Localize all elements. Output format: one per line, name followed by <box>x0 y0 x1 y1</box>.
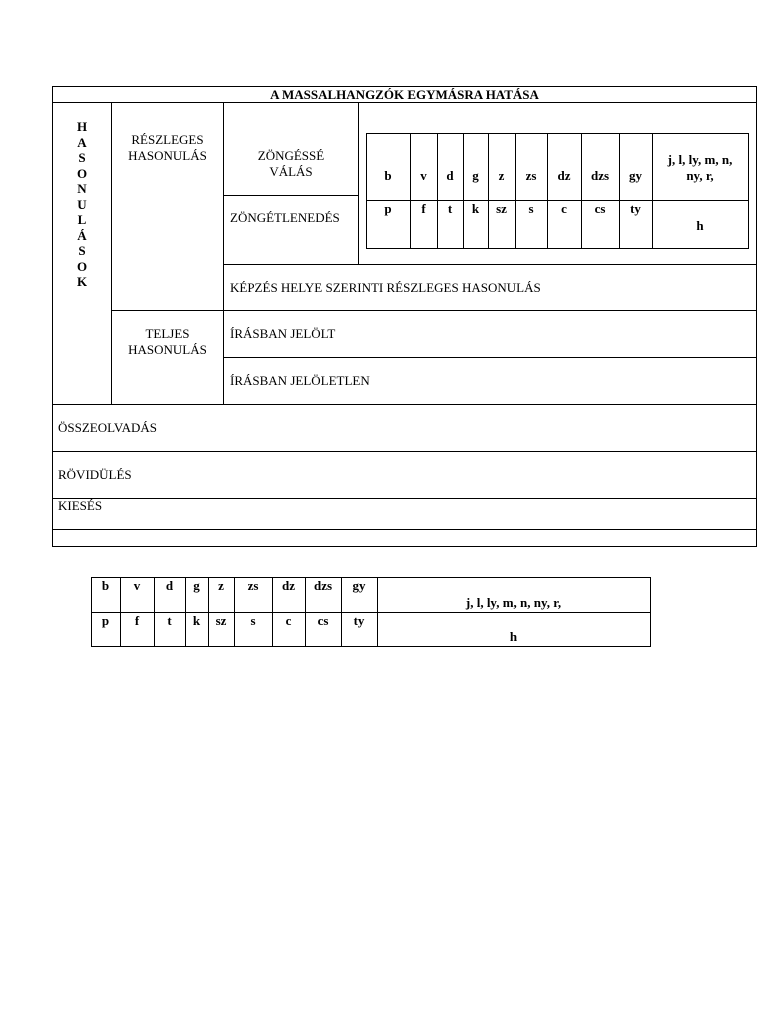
sonorants-line2: ny, r, <box>686 168 714 183</box>
voiced-cell: v <box>420 168 427 183</box>
voiceless-cell: ty <box>630 201 641 216</box>
voiced-cell: gy <box>629 168 642 183</box>
voiceless-cell: s <box>528 201 534 216</box>
side-letter: L <box>77 212 87 227</box>
voicing-label-line1: ZÖNGÉSSÉ <box>257 148 325 163</box>
partial-label-line1: RÉSZLEGES <box>131 132 204 147</box>
voiceless-cell: cs <box>594 201 606 216</box>
voiceless-cell: f <box>134 613 140 628</box>
voiced-cell: g <box>193 578 200 593</box>
total-assimilation-label <box>112 326 223 358</box>
voiced-cell: d <box>446 168 454 183</box>
total-label-line2: HASONULÁS <box>128 342 207 357</box>
side-letter: K <box>76 274 88 289</box>
table-title: A MASSALHANGZÓK EGYMÁSRA HATÁSA <box>270 87 539 102</box>
sonorants-cell: j, l, ly, m, n, ny, r, <box>465 595 562 610</box>
voiced-cell: b <box>384 168 392 183</box>
voiceless-cell: p <box>101 613 110 628</box>
voiced-cell: dzs <box>590 168 610 183</box>
voiced-cell: zs <box>525 168 537 183</box>
voiceless-cell: f <box>421 201 426 216</box>
merge-label: ÖSSZEOLVADÁS <box>58 420 157 435</box>
voiceless-cell: c <box>285 613 292 628</box>
shortening-label: RÖVIDÜLÉS <box>58 467 132 482</box>
voiced-cell: dz <box>557 168 571 183</box>
voiceless-cell: t <box>447 201 453 216</box>
voiced-cell: z <box>498 168 505 183</box>
voiceless-cell: s <box>250 613 256 628</box>
voicing-label-line2: VÁLÁS <box>269 164 313 179</box>
voiced-cell: gy <box>352 578 366 593</box>
side-letter: U <box>77 196 87 212</box>
side-letter: S <box>78 243 86 258</box>
written-label: ÍRÁSBAN JELÖLT <box>230 326 336 341</box>
voiceless-cell: ty <box>353 613 365 628</box>
side-letter: S <box>78 150 86 165</box>
side-letter: O <box>76 258 88 274</box>
h-cell: h <box>509 629 518 644</box>
voicing-label <box>224 148 358 180</box>
side-label-hasonulasok <box>72 119 92 290</box>
sonorants-cell <box>652 152 748 184</box>
side-letter: N <box>77 181 87 196</box>
voiceless-cell: t <box>167 613 172 628</box>
side-letter: Á <box>77 227 87 243</box>
h-cell: h <box>696 218 704 233</box>
devoicing-label: ZÖNGÉTLENEDÉS <box>230 210 340 225</box>
voiced-cell: d <box>165 578 174 593</box>
voiced-cell: b <box>101 578 110 593</box>
voiceless-cell: sz <box>496 201 507 216</box>
voiced-cell: z <box>218 578 224 593</box>
voiced-cell: dz <box>282 578 295 593</box>
voiceless-cell: k <box>192 613 201 628</box>
sonorants-line1: j, l, ly, m, n, <box>667 152 733 167</box>
side-letter: H <box>76 119 88 134</box>
elision-label: KIESÉS <box>58 498 103 513</box>
voiceless-cell: p <box>384 201 392 216</box>
place-assimilation-label: KÉPZÉS HELYE SZERINTI RÉSZLEGES HASONULÁS <box>230 280 541 295</box>
partial-assimilation-label <box>112 132 223 164</box>
voiceless-cell: c <box>561 201 567 216</box>
partial-label-line2: HASONULÁS <box>128 148 207 163</box>
voiceless-cell: sz <box>215 613 227 628</box>
side-letter: A <box>77 134 87 150</box>
side-letter: O <box>76 165 88 181</box>
total-label-line1: TELJES <box>145 326 190 341</box>
voiced-cell: v <box>133 578 141 593</box>
voiced-cell: g <box>472 168 479 183</box>
voiced-cell: zs <box>247 578 259 593</box>
unwritten-label: ÍRÁSBAN JELÖLETLEN <box>230 373 370 388</box>
voiceless-cell: k <box>471 201 480 216</box>
voiced-cell: dzs <box>313 578 333 593</box>
voiceless-cell: cs <box>317 613 329 628</box>
